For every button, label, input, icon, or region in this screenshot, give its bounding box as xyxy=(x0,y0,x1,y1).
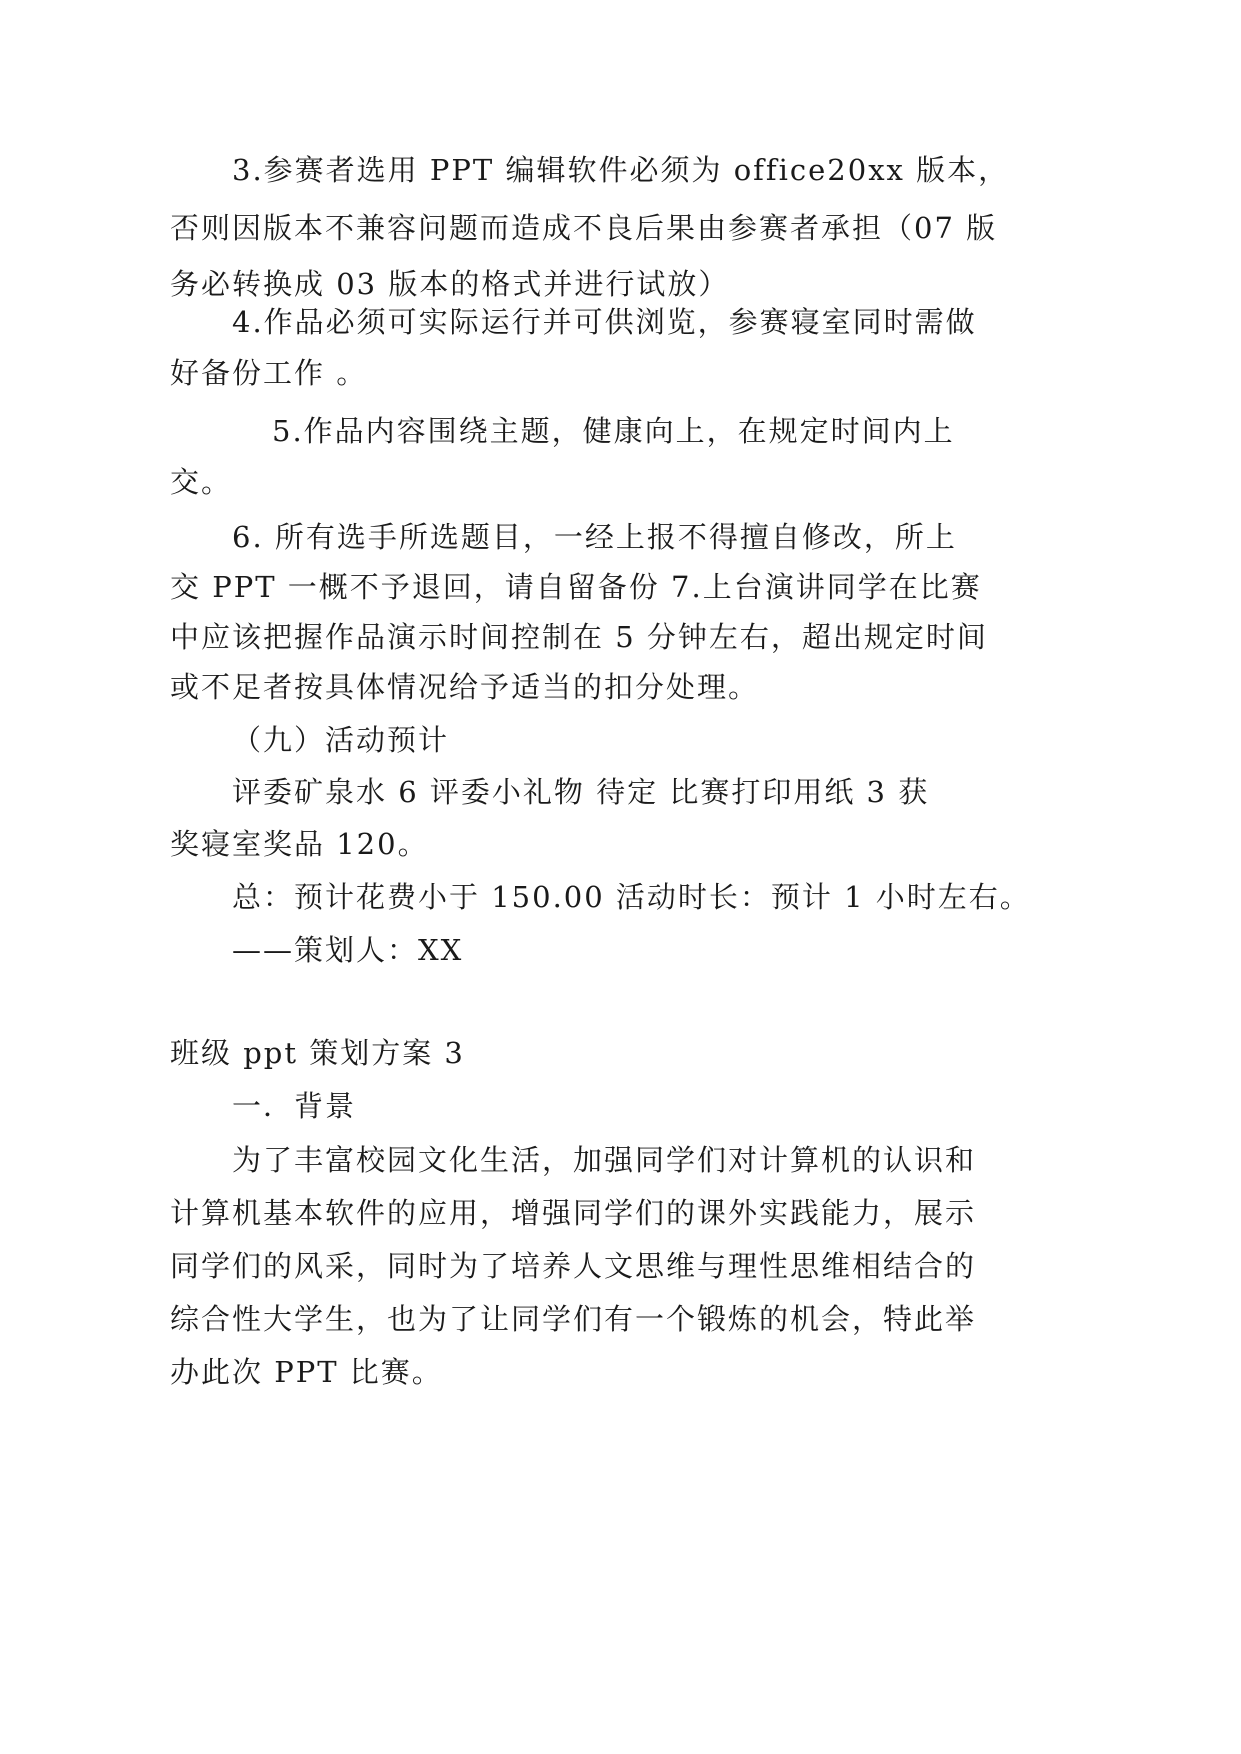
paragraph-line: 中应该把握作品演示时间控制在 5 分钟左右，超出规定时间 xyxy=(170,620,988,654)
paragraph-line: 6. 所有选手所选题目，一经上报不得擅自修改，所上 xyxy=(232,520,957,554)
paragraph-line: 否则因版本不兼容问题而造成不良后果由参赛者承担（07 版 xyxy=(170,211,998,245)
paragraph-line: 同学们的风采，同时为了培养人文思维与理性思维相结合的 xyxy=(170,1249,977,1283)
paragraph-line: 4.作品必须可实际运行并可供浏览，参赛寝室同时需做 xyxy=(232,305,977,339)
paragraph-line: 奖寝室奖品 120。 xyxy=(170,827,429,861)
section-heading: （九）活动预计 xyxy=(232,723,450,757)
signature-line: ——策划人：XX xyxy=(232,933,464,967)
paragraph-line: 办此次 PPT 比赛。 xyxy=(170,1355,443,1389)
paragraph-line: 为了丰富校园文化生活，加强同学们对计算机的认识和 xyxy=(232,1143,977,1177)
paragraph-line: 5.作品内容围绕主题，健康向上，在规定时间内上 xyxy=(272,414,955,448)
paragraph-line: 评委矿泉水 6 评委小礼物 待定 比赛打印用纸 3 获 xyxy=(232,775,930,809)
section-heading: 一．背景 xyxy=(232,1089,357,1123)
paragraph-line: 3.参赛者选用 PPT 编辑软件必须为 office20xx 版本， xyxy=(232,153,1010,187)
paragraph-line: 计算机基本软件的应用，增强同学们的课外实践能力，展示 xyxy=(170,1196,977,1230)
paragraph-line: 总：预计花费小于 150.00 活动时长：预计 1 小时左右。 xyxy=(232,880,1031,914)
paragraph-line: 或不足者按具体情况给予适当的扣分处理。 xyxy=(170,670,760,704)
paragraph-line: 交 PPT 一概不予退回，请自留备份 7.上台演讲同学在比赛 xyxy=(170,570,982,604)
paragraph-line: 务必转换成 03 版本的格式并进行试放） xyxy=(170,267,730,301)
paragraph-line: 综合性大学生，也为了让同学们有一个锻炼的机会，特此举 xyxy=(170,1302,977,1336)
paragraph-line: 交。 xyxy=(170,465,233,499)
document-title: 班级 ppt 策划方案 3 xyxy=(170,1036,465,1070)
paragraph-line: 好备份工作 。 xyxy=(170,356,368,390)
